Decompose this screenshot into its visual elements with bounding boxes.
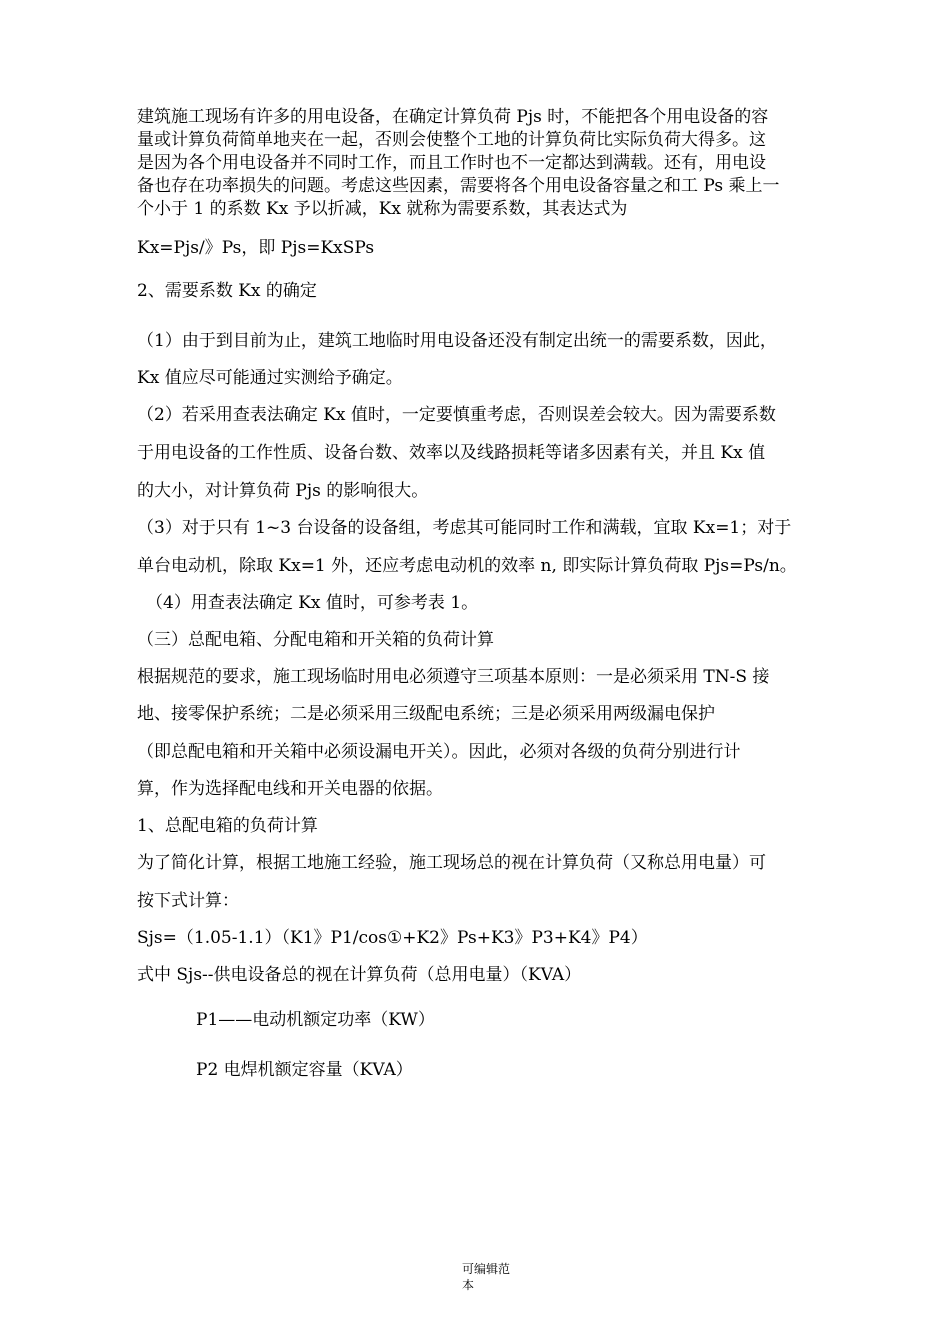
text-line: Kx 值应尽可能通过实测给予确定。 [137, 368, 403, 388]
section-heading: 1、总配电箱的负荷计算 [137, 816, 318, 836]
text-line: 个小于 1 的系数 Kx 予以折减，Kx 就称为需要系数，其表达式为 [137, 199, 628, 219]
text-line: （即总配电箱和开关箱中必须设漏电开关）。因此，必须对各级的负荷分别进行计 [137, 742, 741, 762]
definition-line: P2 电焊机额定容量（KVA） [196, 1060, 413, 1080]
definition-line: P1——电动机额定功率（KW） [196, 1010, 435, 1030]
text-line: 建筑施工现场有许多的用电设备，在确定计算负荷 Pjs 时，不能把各个用电设备的容 [137, 107, 769, 127]
section-heading: 2、需要系数 Kx 的确定 [137, 281, 317, 301]
text-line: （3）对于只有 1~3 台设备的设备组，考虑其可能同时工作和满载，宜取 Kx=1；对于 [137, 518, 792, 538]
text-line: 的大小，对计算负荷 Pjs 的影响很大。 [137, 481, 429, 501]
text-line: （2）若采用查表法确定 Kx 值时，一定要慎重考虑，否则误差会较大。因为需要系数 [137, 405, 776, 425]
page-footer [462, 1261, 510, 1293]
text-line: 根据规范的要求，施工现场临时用电必须遵守三项基本原则：一是必须采用 TN-S 接 [137, 667, 770, 687]
text-line: （4）用查表法确定 Kx 值时，可参考表 1。 [146, 593, 479, 613]
text-line: 是因为各个用电设备并不同时工作，而且工作时也不一定都达到满载。还有，用电设 [137, 153, 766, 173]
text-line: 按下式计算： [137, 891, 239, 911]
text-line: 地、接零保护系统；二是必须采用三级配电系统；三是必须采用两级漏电保护 [137, 704, 715, 724]
text-line: 备也存在功率损失的问题。考虑这些因素，需要将各个用电设备容量之和工 Ps 乘上一 [137, 176, 780, 196]
formula-line: Sjs=（1.05-1.1）（K1》P1/cos①+K2》Ps+K3》P3+K4》P4） [137, 928, 648, 948]
text-line: （1）由于到目前为止，建筑工地临时用电设备还没有制定出统一的需要系数，因此， [137, 331, 777, 351]
text-line: 为了简化计算，根据工地施工经验，施工现场总的视在计算负荷（又称总用电量）可 [137, 853, 766, 873]
text-line: 于用电设备的工作性质、设备台数、效率以及线路损耗等诸多因素有关，并且 Kx 值 [137, 443, 766, 463]
text-line: 式中 Sjs--供电设备总的视在计算负荷（总用电量）（KVA） [137, 965, 582, 985]
section-heading: （三）总配电箱、分配电箱和开关箱的负荷计算 [137, 630, 494, 650]
formula-line: Kx=Pjs/》Ps，即 Pjs=KxSPs [137, 238, 375, 258]
text-line: 算，作为选择配电线和开关电器的依据。 [137, 779, 443, 799]
footer-line: 本 [462, 1278, 475, 1292]
text-line: 单台电动机，除取 Kx=1 外，还应考虑电动机的效率 n, 即实际计算负荷取 Pjs=Ps/n。 [137, 556, 797, 576]
footer-line: 可编辑范 [462, 1262, 511, 1276]
text-line: 量或计算负荷简单地夹在一起，否则会使整个工地的计算负荷比实际负荷大得多。这 [137, 130, 766, 150]
